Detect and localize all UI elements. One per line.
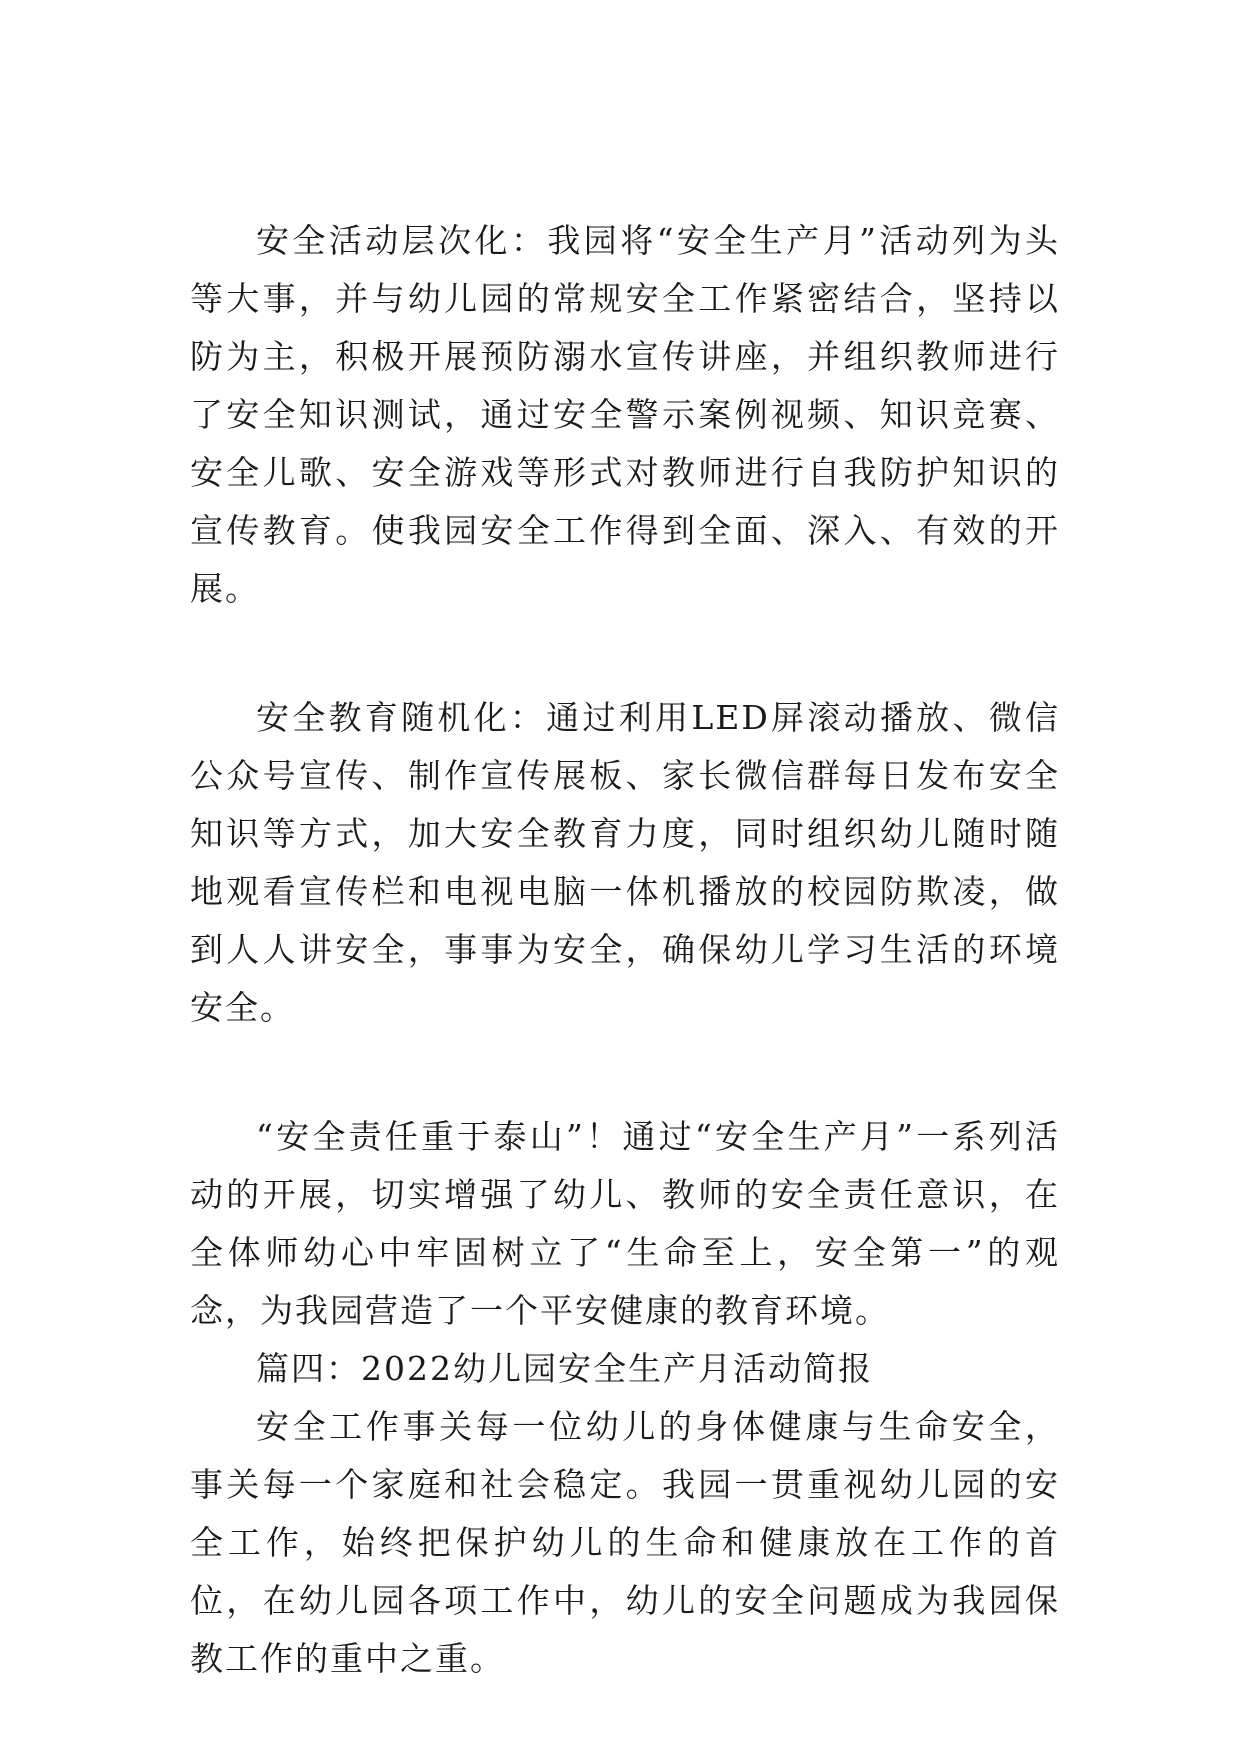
paragraph-safety-activities: 安全活动层次化：我园将“安全生产月”活动列为头等大事，并与幼儿园的常规安全工作紧密结合，坚持以防为主，积极开展预防溺水宣传讲座，并组织教师进行了安全知识测试，通过安全警示案例视频、知识竞赛、安全儿歌、安全游戏等形式对教师进行自我防护知识的宣传教育。使我园安全工作得到全面、深入、有效的开展。 xyxy=(190,221,1060,608)
section-title: 篇四：2022幼儿园安全生产月活动简报 xyxy=(256,1349,873,1388)
section-paragraph: 安全工作事关每一位幼儿的身体健康与生命安全，事关每一个家庭和社会稳定。我园一贯重视幼儿园的安全工作，始终把保护幼儿的生命和健康放在工作的首位，在幼儿园各项工作中，幼儿的安全问题成为我园保教工作的重中之重。 xyxy=(190,1407,1060,1678)
document-body xyxy=(190,212,1060,1688)
paragraph-safety-responsibility: “安全责任重于泰山”！通过“安全生产月”一系列活动的开展，切实增强了幼儿、教师的安全责任意识，在全体师幼心中牢固树立了“生命至上，安全第一”的观念，为我园营造了一个平安健康的教育环境。 xyxy=(190,1117,1060,1330)
paragraph-safety-education: 安全教育随机化：通过利用LED屏滚动播放、微信公众号宣传、制作宣传展板、家长微信群每日发布安全知识等方式，加大安全教育力度，同时组织幼儿随时随地观看宣传栏和电视电脑一体机播放的校园防欺凌，做到人人讲安全，事事为安全，确保幼儿学习生活的环境安全。 xyxy=(190,698,1060,1027)
